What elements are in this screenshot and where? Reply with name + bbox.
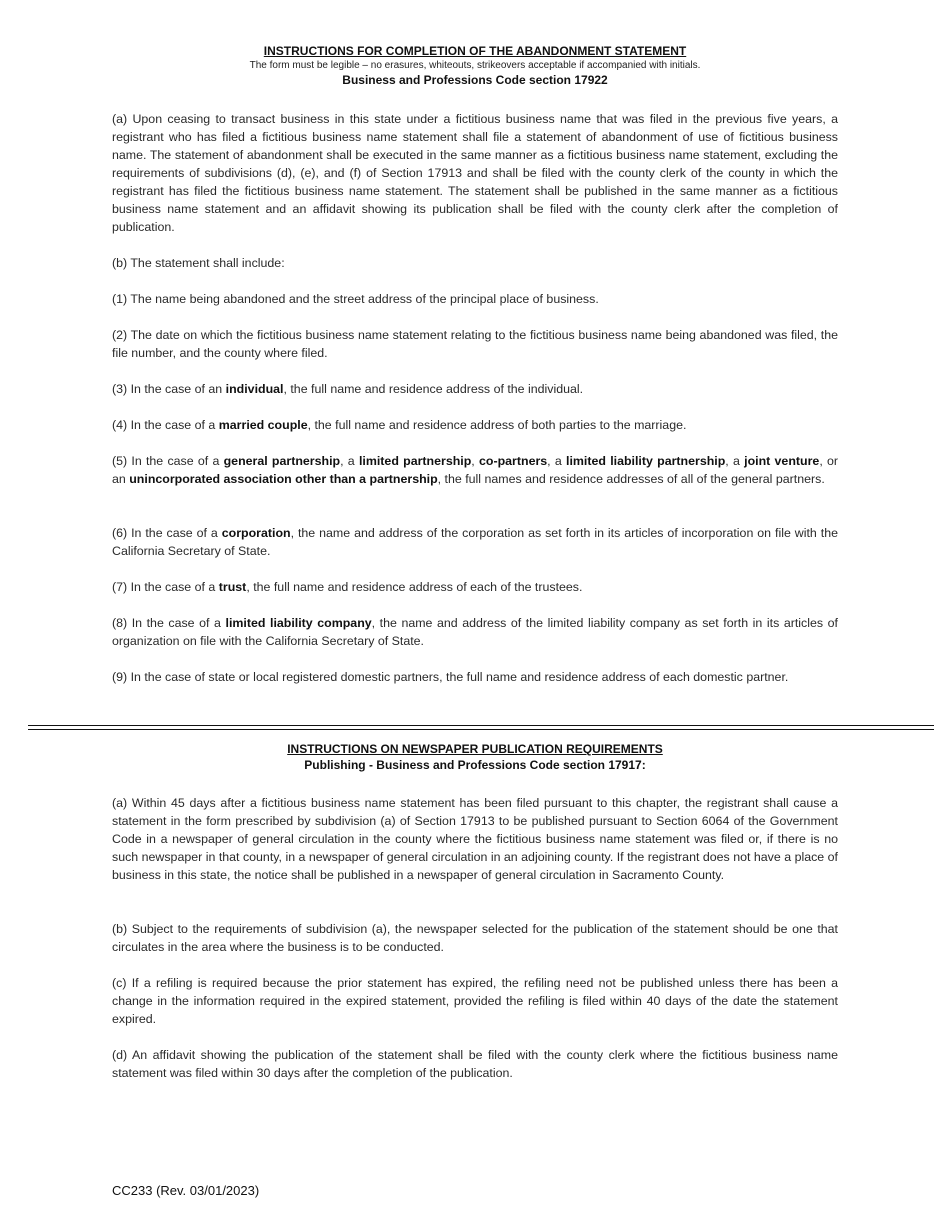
publication-para-d: (d) An affidavit showing the publication of the statement shall be filed with the county clerk where the fictitious business name statement was filed within 30 days after the completion of the publication. xyxy=(112,1048,838,1080)
publication-para-a: (a) Within 45 days after a fictitious business name statement has been filed pursuant to this chapter, the registrant shall cause a statement in the form prescribed by subdivision (a) of Section 17913 to be published pursuant to Section 6064 of the Government Code in a newspaper of general circulation in the county where the fictitious business name statement was filed or, if there is no such newspaper in that county, in a newspaper of general circulation in an adjoining county. If the registrant does not have a place of business in this state, the notice shall be published in a newspaper of general circulation in Sacramento County. xyxy=(112,796,838,882)
abandonment-item-3: (3) In the case of an individual, the full name and residence address of the individual. xyxy=(112,382,584,396)
publication-code-ref: Publishing - Business and Professions Code section 17917: xyxy=(304,758,646,772)
abandonment-item-8: (8) In the case of a limited liability company, the name and address of the limited liability company as set forth in its articles of organization on file with the California Secretary of State. xyxy=(112,616,838,648)
legibility-note: The form must be legible – no erasures, whiteouts, strikeovers acceptable if accompanied with initials. xyxy=(249,60,701,71)
abandonment-item-7: (7) In the case of a trust, the full name and residence address of each of the trustees. xyxy=(112,580,583,594)
publication-para-c: (c) If a refiling is required because the prior statement has expired, the refiling need not be published unless there has been a change in the information required in the expired statement, provided the refiling is filed within 40 days of the date the statement expired. xyxy=(112,976,838,1026)
form-id: CC233 (Rev. 03/01/2023) xyxy=(112,1183,260,1198)
section-divider-top xyxy=(28,725,934,726)
abandonment-item-4: (4) In the case of a married couple, the full name and residence address of both parties to the marriage. xyxy=(112,418,687,432)
abandonment-item-2: (2) The date on which the fictitious business name statement relating to the fictitious business name being abandoned was filed, the file number, and the county where filed. xyxy=(112,328,838,360)
publication-para-b: (b) Subject to the requirements of subdivision (a), the newspaper selected for the publication of the statement should be one that circulates in the area where the business is to be conducted. xyxy=(112,922,838,954)
abandonment-item-6: (6) In the case of a corporation, the name and address of the corporation as set forth in its articles of incorporation on file with the California Secretary of State. xyxy=(112,526,838,558)
abandonment-title: INSTRUCTIONS FOR COMPLETION OF THE ABANDONMENT STATEMENT xyxy=(263,44,687,58)
publication-header xyxy=(0,741,950,774)
section-divider-bottom xyxy=(28,729,934,730)
abandonment-header xyxy=(0,43,950,89)
publication-title: INSTRUCTIONS ON NEWSPAPER PUBLICATION REQUIREMENTS xyxy=(287,742,663,756)
abandonment-para-a: (a) Upon ceasing to transact business in this state under a fictitious business name that was filed in the previous five years, a registrant who has filed a fictitious business name statement shall file a statement of abandonment of use of fictitious business name. The statement of abandonment shall be executed in the same manner as a fictitious business name statement, excluding the requirements of subdivisions (d), (e), and (f) of Section 17913 and shall be filed with the county clerk of the county in which the registrant has filed the fictitious business name statement. The statement shall be published in the same manner as a fictitious business name statement and an affidavit showing its publication shall be filed with the county clerk after the completion of publication. xyxy=(112,112,838,234)
abandonment-item-5: (5) In the case of a general partnership, a limited partnership, co-partners, a limited liability partnership, a joint venture, or an unincorporated association other than a partnership, the full names and residence addresses of all of the general partners. xyxy=(112,454,839,486)
abandonment-item-9: (9) In the case of state or local registered domestic partners, the full name and residence address of each domestic partner. xyxy=(112,670,789,684)
abandonment-item-1: (1) The name being abandoned and the street address of the principal place of business. xyxy=(112,292,599,306)
abandonment-para-b: (b) The statement shall include: xyxy=(112,256,285,270)
abandonment-code-ref: Business and Professions Code section 17922 xyxy=(342,73,608,87)
